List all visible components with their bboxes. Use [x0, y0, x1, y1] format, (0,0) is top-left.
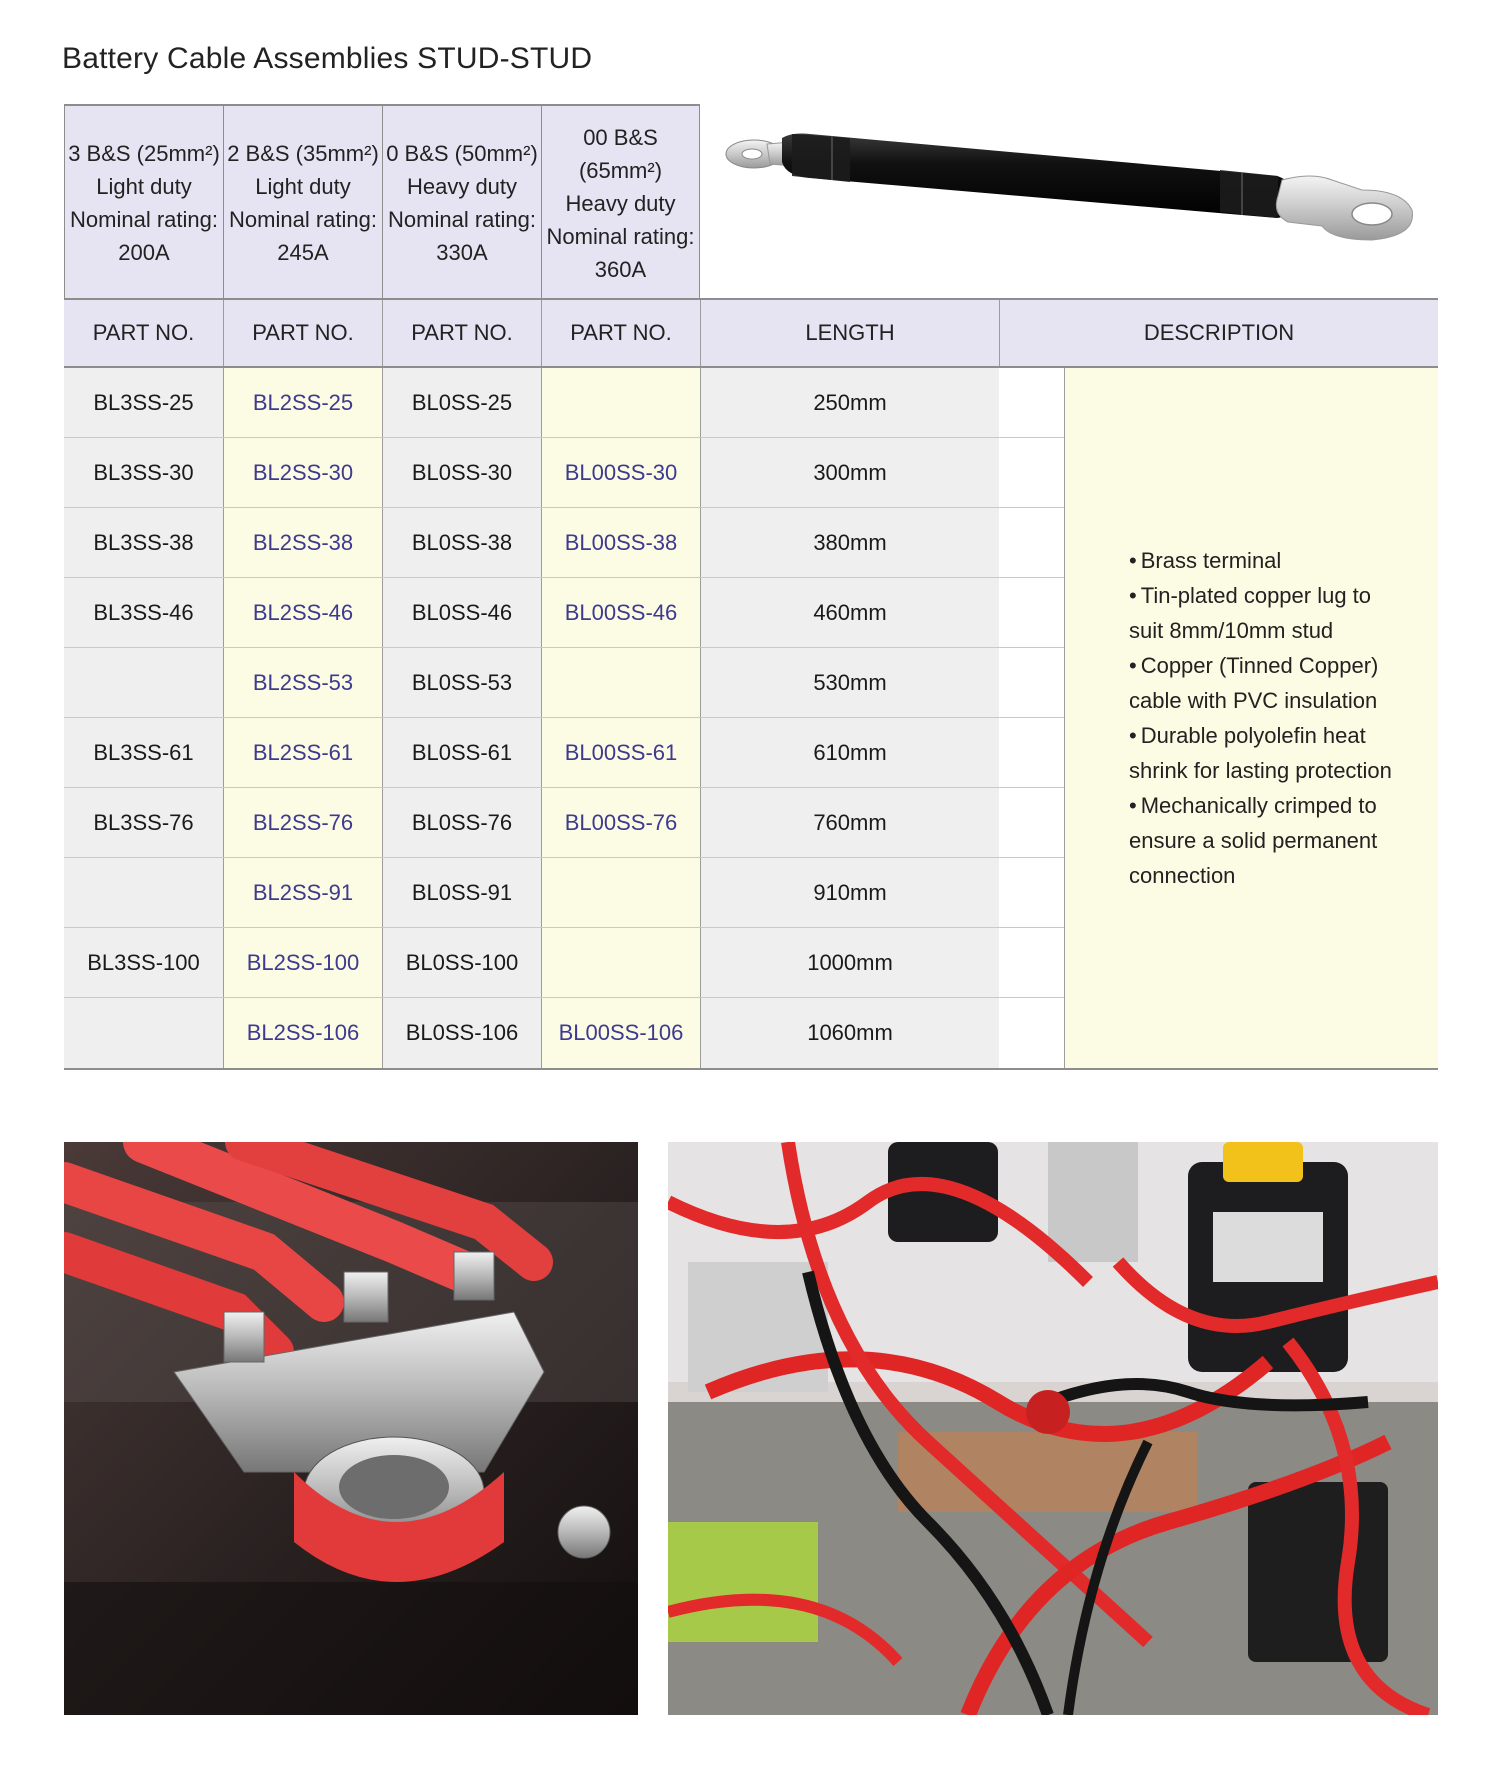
gauge-line: 200A [118, 240, 170, 265]
part-no-00bs-cell[interactable] [541, 858, 700, 927]
part-no-2bs-cell[interactable]: BL2SS-61 [223, 718, 382, 787]
header-description: DESCRIPTION [999, 300, 1438, 366]
table-row [64, 858, 1064, 928]
part-no-00bs-cell[interactable]: BL00SS-76 [541, 788, 700, 857]
header-length: LENGTH [700, 300, 999, 366]
gauge-line: 00 B&S [583, 124, 658, 150]
table-row [64, 788, 1064, 858]
gauge-line: Nominal rating: [70, 207, 218, 232]
table-row [64, 368, 1064, 438]
gauge-line: (65mm²) [578, 157, 663, 183]
part-no-2bs-cell[interactable]: BL2SS-76 [223, 788, 382, 857]
table-row [64, 718, 1064, 788]
gauge-line: Heavy duty [565, 190, 676, 216]
part-no-2bs-cell[interactable]: BL2SS-30 [223, 438, 382, 507]
part-no-3bs-cell: BL3SS-61 [64, 718, 223, 787]
gauge-line: 245A [277, 240, 329, 265]
gauge-line: Heavy duty [406, 174, 518, 199]
gauge-0bs-header [382, 104, 541, 300]
length-cell: 610mm [700, 718, 999, 787]
part-no-2bs-cell[interactable]: BL2SS-46 [223, 578, 382, 647]
marine-wiring-panel-photo [668, 1142, 1438, 1715]
part-no-0bs-cell: BL0SS-100 [382, 928, 541, 997]
part-no-0bs-cell: BL0SS-46 [382, 578, 541, 647]
part-no-2bs-cell[interactable]: BL2SS-53 [223, 648, 382, 717]
part-no-00bs-cell[interactable] [541, 648, 700, 717]
table-row [64, 928, 1064, 998]
part-no-2bs-cell[interactable]: BL2SS-38 [223, 508, 382, 577]
gauge-line: 330A [436, 240, 488, 265]
length-cell: 910mm [700, 858, 999, 927]
description-item: • Durable polyolefin heat shrink for lasting protection [1129, 718, 1398, 788]
part-no-0bs-cell: BL0SS-53 [382, 648, 541, 717]
cable-illustration [722, 118, 1432, 258]
description-item: • Copper (Tinned Copper) cable with PVC insulation [1129, 648, 1398, 718]
part-no-0bs-cell: BL0SS-76 [382, 788, 541, 857]
part-no-00bs-cell[interactable] [541, 368, 700, 437]
part-no-00bs-cell[interactable]: BL00SS-46 [541, 578, 700, 647]
part-no-00bs-cell[interactable]: BL00SS-38 [541, 508, 700, 577]
battery-terminal-photo [64, 1142, 638, 1715]
description-item: • Tin-plated copper lug to suit 8mm/10mm stud [1129, 578, 1398, 648]
length-cell: 460mm [700, 578, 999, 647]
table-row [64, 508, 1064, 578]
gauge-header-row [64, 104, 700, 300]
page-title: Battery Cable Assemblies STUD-STUD [62, 42, 593, 75]
parts-table [64, 298, 1438, 1070]
part-no-0bs-cell: BL0SS-38 [382, 508, 541, 577]
header-part-no-3bs: PART NO. [92, 320, 195, 345]
part-no-3bs-cell [64, 998, 223, 1068]
length-cell: 380mm [700, 508, 999, 577]
gauge-line: 360A [594, 256, 647, 282]
description-item: • Mechanically crimped to ensure a solid permanent connection [1129, 788, 1398, 893]
part-no-2bs-cell[interactable]: BL2SS-106 [223, 998, 382, 1068]
gauge-2bs-header [223, 104, 382, 300]
part-no-3bs-cell: BL3SS-25 [64, 368, 223, 437]
gauge-line: 0 B&S (50mm²) [386, 141, 538, 166]
table-row [64, 998, 1064, 1068]
part-no-3bs-cell: BL3SS-38 [64, 508, 223, 577]
part-no-3bs-cell: BL3SS-76 [64, 788, 223, 857]
table-body [64, 368, 1438, 1070]
header-part-no-00bs: PART NO. [541, 300, 700, 366]
table-row [64, 648, 1064, 718]
description-list [1129, 543, 1398, 893]
gauge-line: 3 B&S (25mm²) [68, 141, 220, 166]
part-no-00bs-cell[interactable] [541, 928, 700, 997]
header-part-no-2bs: PART NO. [223, 300, 382, 366]
part-no-0bs-cell: BL0SS-25 [382, 368, 541, 437]
table-row [64, 578, 1064, 648]
part-no-3bs-cell [64, 648, 223, 717]
part-no-00bs-cell[interactable]: BL00SS-30 [541, 438, 700, 507]
table-rows [64, 368, 1064, 1068]
gauge-line: Nominal rating: [388, 207, 536, 232]
gauge-00bs-header [541, 104, 700, 300]
length-cell: 250mm [700, 368, 999, 437]
gauge-3bs-header [64, 104, 223, 300]
gauge-line: 2 B&S (35mm²) [227, 141, 379, 166]
part-no-2bs-cell[interactable]: BL2SS-25 [223, 368, 382, 437]
gauge-line: Nominal rating: [229, 207, 377, 232]
table-row [64, 438, 1064, 508]
part-no-3bs-cell: BL3SS-30 [64, 438, 223, 507]
header-part-no-0bs: PART NO. [382, 300, 541, 366]
part-no-00bs-cell[interactable]: BL00SS-106 [541, 998, 700, 1068]
part-no-3bs-cell: BL3SS-46 [64, 578, 223, 647]
description-cell [1064, 368, 1438, 1068]
part-no-0bs-cell: BL0SS-61 [382, 718, 541, 787]
length-cell: 300mm [700, 438, 999, 507]
part-no-0bs-cell: BL0SS-106 [382, 998, 541, 1068]
length-cell: 760mm [700, 788, 999, 857]
length-cell: 1000mm [700, 928, 999, 997]
table-header-row [64, 298, 1438, 368]
description-item: • Brass terminal [1129, 543, 1398, 578]
part-no-0bs-cell: BL0SS-30 [382, 438, 541, 507]
length-cell: 1060mm [700, 998, 999, 1068]
part-no-3bs-cell: BL3SS-100 [64, 928, 223, 997]
part-no-2bs-cell[interactable]: BL2SS-91 [223, 858, 382, 927]
part-no-3bs-cell [64, 858, 223, 927]
gauge-line: Light duty [255, 174, 351, 199]
gauge-line: Nominal rating: [546, 223, 695, 249]
gauge-line: Light duty [96, 174, 192, 199]
part-no-00bs-cell[interactable]: BL00SS-61 [541, 718, 700, 787]
part-no-2bs-cell[interactable]: BL2SS-100 [223, 928, 382, 997]
length-cell: 530mm [700, 648, 999, 717]
part-no-0bs-cell: BL0SS-91 [382, 858, 541, 927]
